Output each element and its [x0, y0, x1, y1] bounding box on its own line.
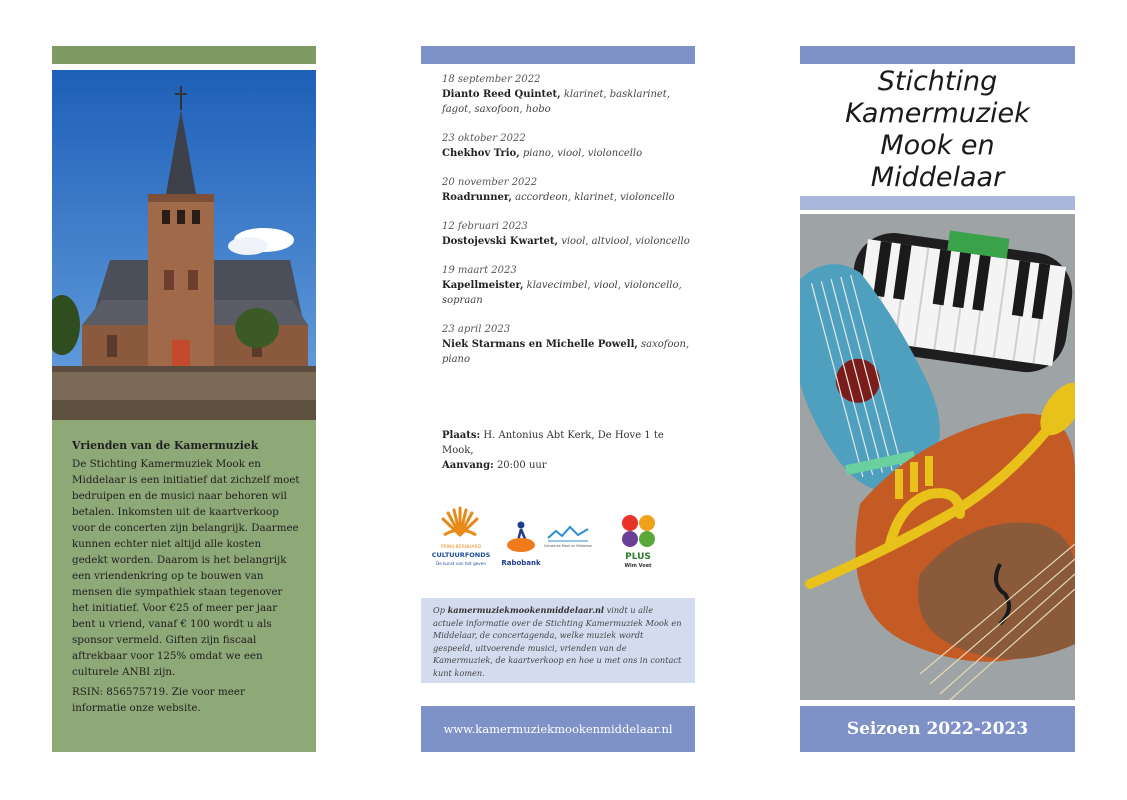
- cultuurfonds-line2: CULTUURFONDS: [431, 551, 491, 559]
- friends-text: De Stichting Kamermuziek Mook en Middelaar is een initiatief dat zichzelf moet bedruipen en de musici naar behoren wil betalen. Inkomsten uit de kaartverkoop voor de concerten zijn belangrijk. Daarmee kunnen echter niet altijd alle kosten gedekt worden. Daarom is het belangrijk een vriendenkring op te bouwen van mensen die sympathiek staan tegenover het initiatief. Voor €25 of meer per jaar bent u vriend, vanaf € 100 wordt u als sponsor vermeld. Giften zijn fiscaal aftrekbaar voor 125% omdat we een culturele ANBI zijn.: [72, 458, 300, 678]
- concert-item: [442, 131, 692, 161]
- concert-instruments: accordeon, klarinet, violoncello: [511, 192, 675, 203]
- website-url-bar: [421, 706, 695, 752]
- concert-name: Dianto Reed Quintet,: [442, 89, 561, 100]
- concert-item: [442, 322, 692, 367]
- friends-title: Vrienden van de Kamermuziek: [72, 439, 259, 452]
- rabobank-text: Rabobank: [501, 559, 541, 567]
- left-top-bar: [52, 46, 316, 64]
- venue-label: Plaats:: [442, 430, 481, 441]
- right-top-bar: [800, 46, 1075, 64]
- concert-date: 20 november 2022: [442, 177, 538, 188]
- info-prefix: Op: [433, 605, 448, 615]
- concert-instruments: klarinet, basklarinet, fagot, saxofoon, hobo: [442, 89, 671, 115]
- cultuurfonds-line3: De kunst van het geven: [435, 561, 487, 566]
- concert-date: 12 februari 2023: [442, 221, 528, 232]
- title-line: Kamermuziek: [845, 98, 1030, 129]
- concert-date: 18 september 2022: [442, 74, 541, 85]
- friends-section: [52, 420, 316, 752]
- concert-item: [442, 263, 692, 308]
- concert-list: [442, 72, 692, 381]
- concert-item: [442, 219, 692, 249]
- gemeente-logo: [544, 527, 593, 548]
- concert-name: Niek Starmans en Michelle Powell,: [442, 339, 638, 350]
- concert-name: Chekhov Trio,: [442, 148, 520, 159]
- concert-instruments: saxofoon, piano: [442, 339, 690, 365]
- concert-name: Dostojevski Kwartet,: [442, 236, 559, 247]
- concert-name: Kapellmeister,: [442, 280, 524, 291]
- website-url-link[interactable]: www.kamermuziekmookenmiddelaar.nl: [443, 722, 673, 736]
- website-info-box: [421, 598, 695, 683]
- plus-logo: [622, 515, 655, 569]
- start-label: Aanvang:: [442, 460, 494, 471]
- cultuurfonds-logo: [432, 508, 491, 566]
- title-line: Mook en: [880, 130, 995, 161]
- church-photo: [52, 70, 316, 420]
- concert-instruments: piano, viool, violoncello: [519, 148, 643, 159]
- concert-item: [442, 175, 692, 205]
- season-banner: [800, 706, 1075, 752]
- title-line: Stichting: [877, 66, 998, 97]
- instruments-painting-icon: [800, 214, 1075, 700]
- plus-sub-text: Wim Voet: [624, 563, 652, 569]
- middle-top-bar: [421, 46, 695, 64]
- page-title: [800, 66, 1075, 194]
- plus-text: PLUS: [625, 552, 651, 562]
- rsin-text: RSIN: 856575719. Zie voor meer informatie onze website.: [72, 686, 245, 714]
- title-line: Middelaar: [870, 162, 1005, 193]
- concert-name: Roadrunner,: [442, 192, 512, 203]
- gemeente-text: Gemeente Mook en Middelaar: [544, 544, 592, 548]
- season-text: Seizoen 2022-2023: [846, 719, 1029, 739]
- cultuurfonds-line1: PRINS BERNHARD: [440, 545, 482, 550]
- start-value: 20:00 uur: [493, 460, 547, 471]
- venue-info: [442, 428, 692, 473]
- right-mid-bar: [800, 196, 1075, 210]
- rabobank-logo: [501, 522, 541, 568]
- instruments-painting: [800, 214, 1075, 700]
- sponsor-logos-icon: [430, 505, 690, 580]
- concert-item: [442, 72, 692, 117]
- info-text: vindt u alle actuele informatie over de Stichting Kamermuziek Mook en Middelaar, de concertagenda, welke muziek wordt gespeeld, uitvoerende musici, vrienden van de Kamermuziek, de kaartverkoop en hoe u met ons in contact kunt komen.: [433, 605, 682, 678]
- venue-value: H. Antonius Abt Kerk, De Hove 1 te Mook,: [442, 430, 664, 456]
- sponsor-logos: [430, 505, 690, 580]
- concert-date: 23 oktober 2022: [442, 133, 526, 144]
- concert-instruments: viool, altviool, violoncello: [558, 236, 690, 247]
- church-photo-icon: [52, 70, 316, 420]
- concert-date: 19 maart 2023: [442, 265, 517, 276]
- concert-instruments: klavecimbel, viool, violoncello, sopraan: [442, 280, 682, 306]
- info-site-link[interactable]: kamermuziekmookenmiddelaar.nl: [447, 605, 605, 615]
- concert-date: 23 april 2023: [442, 324, 511, 335]
